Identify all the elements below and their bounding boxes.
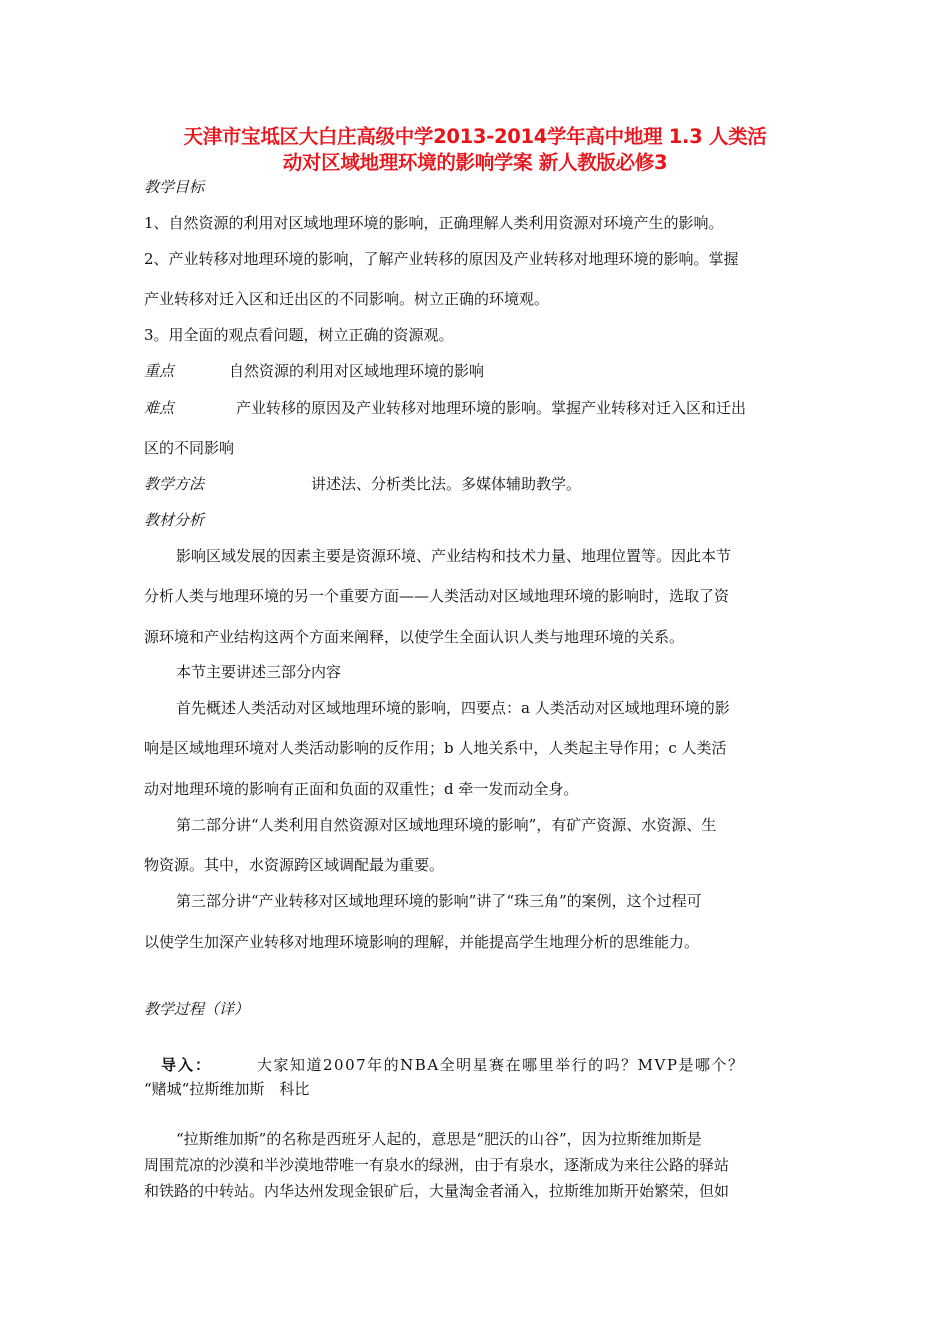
analysis-paragraph-1-line-3: 源环境和产业结构这两个方面来阐释，以使学生全面认识人类与地理环境的关系。	[144, 628, 685, 646]
analysis-paragraph-2: 本节主要讲述三部分内容	[176, 663, 342, 681]
analysis-paragraph-1-line-2: 分析人类与地理环境的另一个重要方面——人类活动对区域地理环境的影响时，选取了资	[144, 587, 730, 605]
vegas-paragraph-line-3: 和铁路的中转站。内华达州发现金银矿后，大量淘金者涌入，拉斯维加斯开始繁荣，但如	[144, 1182, 730, 1200]
analysis-heading: 教材分析	[144, 511, 205, 529]
title-line-1: 天津市宝坻区大白庄高级中学2013-2014学年高中地理 1.3 人类活	[183, 125, 767, 148]
process-heading: 教学过程（详）	[144, 1000, 250, 1018]
objective-item-2-line-2: 产业转移对迁入区和迁出区的不同影响。树立正确的环境观。	[144, 290, 550, 308]
objective-item-3: 3。用全面的观点看问题，树立正确的资源观。	[144, 326, 454, 344]
title-line-2: 动对区域地理环境的影响学案 新人教版必修3	[282, 151, 668, 174]
analysis-paragraph-5-line-2: 以使学生加深产业转移对地理环境影响的理解，并能提高学生地理分析的思维能力。	[144, 933, 700, 951]
intro-label: 导入：	[161, 1056, 213, 1074]
analysis-paragraph-4-line-1: 第二部分讲“人类利用自然资源对区域地理环境的影响”，有矿产资源、水资源、生	[176, 816, 717, 834]
analysis-paragraph-4-line-2: 物资源。其中，水资源跨区域调配最为重要。	[144, 856, 445, 874]
objective-item-2-line-1: 2、产业转移对地理环境的影响，了解产业转移的原因及产业转移对地理环境的影响。掌握	[144, 250, 739, 268]
method-label: 教学方法	[144, 475, 205, 493]
analysis-paragraph-1-line-1: 影响区域发展的因素主要是资源环境、产业结构和技术力量、地理位置等。因此本节	[176, 547, 732, 565]
key-point-label: 重点	[144, 362, 175, 380]
difficulty-text-line-1: 产业转移的原因及产业转移对地理环境的影响。掌握产业转移对迁入区和迁出	[236, 399, 747, 417]
intro-answer: “赌城“拉斯维加斯 科比	[144, 1080, 310, 1098]
method-text: 讲述法、分析类比法。多媒体辅助教学。	[311, 475, 582, 493]
analysis-paragraph-5-line-1: 第三部分讲“产业转移对区域地理环境的影响”讲了“珠三角”的案例，这个过程可	[176, 892, 702, 910]
intro-question: 大家知道2007年的NBA全明星赛在哪里举行的吗？MVP是哪个？	[257, 1056, 745, 1074]
analysis-paragraph-3-line-2: 响是区域地理环境对人类活动影响的反作用；b 人地关系中，人类起主导作用；c 人类活	[144, 739, 727, 757]
vegas-paragraph-line-1: “拉斯维加斯”的名称是西班牙人起的，意思是“肥沃的山谷”，因为拉斯维加斯是	[176, 1130, 702, 1148]
document-title	[142, 124, 808, 176]
difficulty-text-line-2: 区的不同影响	[144, 439, 235, 457]
key-point-text: 自然资源的利用对区域地理环境的影响	[229, 362, 485, 380]
difficulty-label: 难点	[144, 399, 175, 417]
objective-item-1: 1、自然资源的利用对区域地理环境的影响，正确理解人类利用资源对环境产生的影响。	[144, 214, 724, 232]
analysis-paragraph-3-line-1: 首先概述人类活动对区域地理环境的影响，四要点：a 人类活动对区域地理环境的影	[176, 699, 730, 717]
vegas-paragraph-line-2: 周围荒凉的沙漠和半沙漠地带唯一有泉水的绿洲，由于有泉水，逐渐成为来往公路的驿站	[144, 1156, 730, 1174]
objectives-heading: 教学目标	[144, 178, 205, 196]
analysis-paragraph-3-line-3: 动对地理环境的影响有正面和负面的双重性；d 牵一发而动全身。	[144, 780, 579, 798]
